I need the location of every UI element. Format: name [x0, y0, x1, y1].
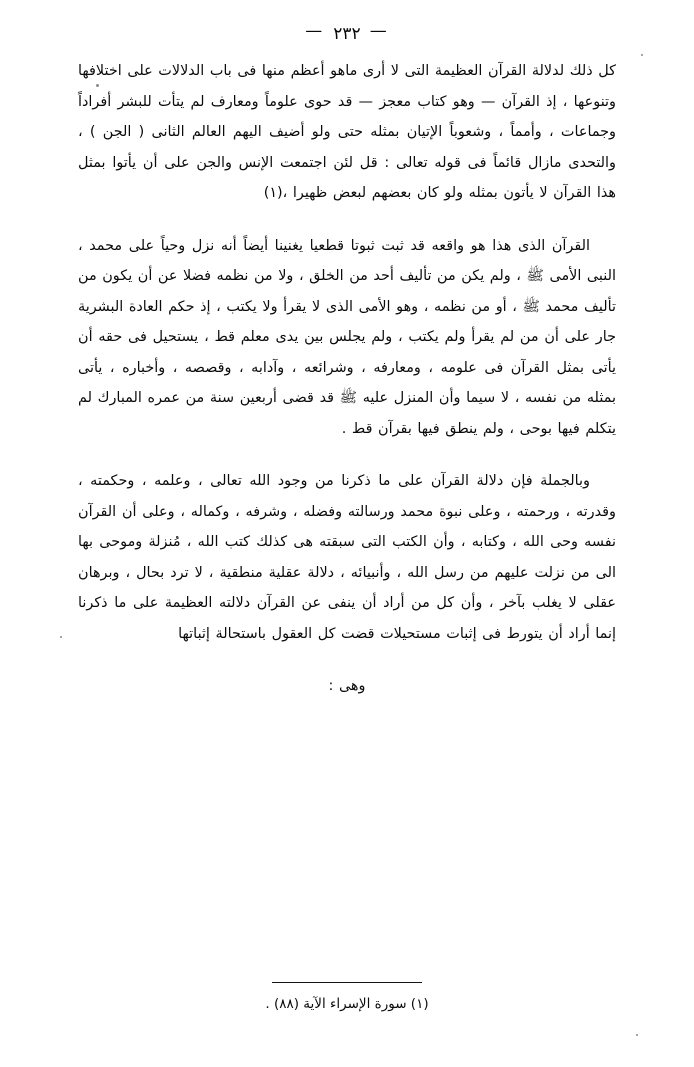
- paper-speck: [60, 636, 62, 638]
- paragraph-2: القرآن الذى هذا هو واقعه قد ثبت ثبوتا قطعيا يغنينا أيضاً أنه نزل وحياً على محمد ، النبى الأمى ﷺ ، ولم يكن من تأليف أحد من الخلق ، ولا من نظمه فضلا عن أن يكون من تأليف محمد ﷺ ، أو من نظمه ، وهو الأمى الذى لا يقرأ ولا يكتب ، إذ حكم العادة البشرية جار على أن من لم يقرأ ولم يكتب ، ولم يجلس بين يدى معلم قط ، يستحيل فى حقه أن يأتى بمثل القرآن فى علومه ، ومعارفه ، وشرائعه ، وآدابه ، وقصصه ، وأخباره ، يأتى بمثله من نفسه ، لا سيما وأن المنزل عليه ﷺ قد قضى أربعين سنة من عمره المبارك لم يتكلم فيها بوحى ، ولم ينطق فيها بقرآن قط .: [78, 237, 616, 437]
- paragraph-3: وبالجملة فإن دلالة القرآن على ما ذكرنا من وجود الله تعالى ، وعلمه ، وحكمته ، وقدرته ، ورحمته ، وعلى نبوة محمد ورسالته وفضله ، وشرفه ، وكماله ، وعلى أن القرآن نفسه وحى الله ، وكتابه ، وأن الكتب التى سبقته هى كذلك كتب الله ، مُنزلة وموحى بها الى من نزلت عليهم من رسل الله ، وأنبيائه ، دلالة عقلية منطقية ، لا ترد بحال ، وبرهان عقلى لا يغلب بآخر ، وأن كل من أراد أن ينفى عن القرآن دلالته العظيمة على ما ذكرنا إنما أراد أن يتورط فى إثبات مستحيلات قضت كل العقول باستحالة إثباتها: [78, 473, 616, 642]
- paper-speck: [96, 84, 99, 87]
- page-number-dash-right: —: [369, 21, 389, 41]
- paragraph-1: كل ذلك لدلالة القرآن العظيمة التى لا أرى ماهو أعظم منها فى باب الدلالات على اختلافها وتنوعها ، إذ القرآن — وهو كتاب معجز — قد حوى علوماً ومعارف لم يتأت للبشر أفراداً وجماعات ، وأمماً ، وشعوباً الإتيان بمثله حتى ولو أضيف اليهم العالم الثانى ( الجن ) ، والتحدى مازال قائماً فى قوله تعالى : قل لئن اجتمعت الإنس والجن على أن يأتوا بمثل هذا القرآن لا يأتون بمثله ولو كان بعضهم لبعض ظهيرا ،(١): [78, 63, 616, 201]
- page-number-dash-left: —: [305, 21, 325, 41]
- paper-speck: [641, 54, 643, 56]
- footnote-block: [78, 982, 616, 1015]
- footnote-text: (١) سورة الإسراء الآية (٨٨) .: [265, 996, 429, 1012]
- footnote-divider: [272, 982, 422, 983]
- body-text-area: [0, 56, 694, 702]
- page-number: [0, 21, 694, 44]
- paper-speck: [636, 1034, 638, 1036]
- page-number-value: ٢٣٢: [333, 24, 361, 44]
- closing-line: وهى :: [328, 678, 366, 694]
- document-page: [0, 21, 694, 1067]
